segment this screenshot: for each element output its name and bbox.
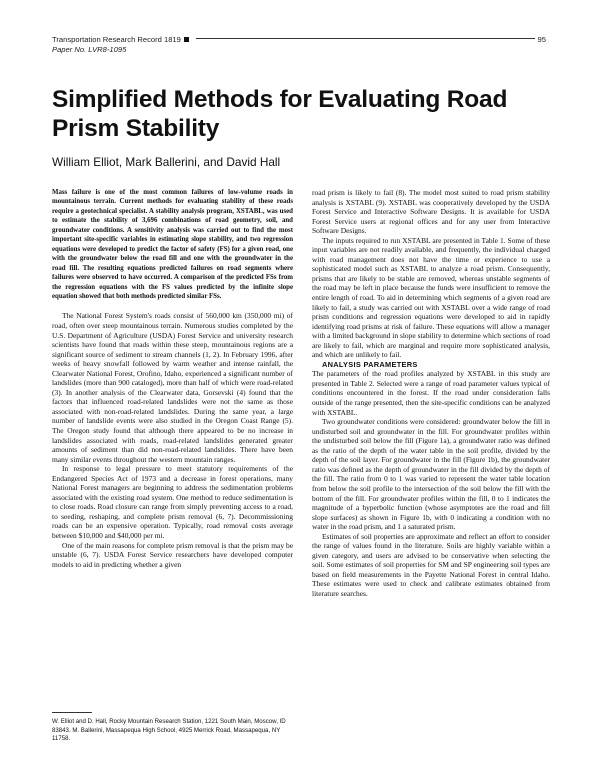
body-paragraph: road prism is likely to fail (8). The model most suited to road prism stability analysis is XSTABL (9). XSTABL was cooperatively developed by the USDA Forest Service and Interactive Software Designs. It is available for USDA Forest Service users at regional offices and for any user from Interactive Software Designs. bbox=[312, 188, 550, 236]
running-header bbox=[52, 35, 189, 54]
journal-name: Transportation Research Record 1819 bbox=[52, 35, 189, 45]
body-paragraph: The inputs required to run XSTABL are presented in Table 1. Some of these input variables are not readily available, and frequently, the individual charged with road management does not have the time or experience to use a sophisticated model such as XSTABL to analyze a road prism. Consequently, prisms that are likely to be stable are removed, whereas unstable segments of the road may be left in place because the funds were insufficient to remove the entire length of road. To aid in determining which segments of a given road are likely to fail, a study was carried out with XSTABL over a wide range of road prism conditions and regression equations were developed to aid in rapidly identifying road prisms at risk of failure. These equations will allow a manager with a limited background in slope stability to determine which sections of road are likely to fail, which are marginal and require more sophisticated analysis, and which are unlikely to fail. bbox=[312, 235, 550, 360]
left-column bbox=[52, 188, 293, 569]
paper-title: Simplified Methods for Evaluating Road Prism Stability bbox=[52, 86, 508, 142]
abstract: Mass failure is one of the most common failures of low-volume roads in mountainous terrain. Current methods for evaluating stability of these roads require a geotechnical specialist. A stability analysis program, XSTABL, was used to estimate the stability of 3,696 combinations of road geometry, soil, and groundwater conditions. A sensitivity analysis was carried out to find the most important site-specific variables in estimating slope stability, and two regression equations were developed to predict the factor of safety (FS) for a given road, one with the groundwater below the road fill and one with the groundwater in the road fill. The resulting equations predicted failures on road segments where failures were observed to have occurred. A comparison of the predicted FSs from the regression equations with the FS values predicted by the infinite slope equation showed that both methods predicted similar FSs. bbox=[52, 189, 293, 300]
paper-number: Paper No. LVR8-1095 bbox=[52, 44, 127, 54]
body-paragraph: The parameters of the road profiles analyzed by XSTABL in this study are presented in Table 2. Selected were a range of road parameter values typical of conditions encountered in the forest. If the road under consideration falls outside of the range presented, then the site-specific conditions can be analyzed with XSTABL. bbox=[312, 369, 550, 417]
header-rule bbox=[196, 38, 535, 39]
page-number: 95 bbox=[537, 35, 546, 44]
body-paragraph: One of the main reasons for complete prism removal is that the prism may be unstable (6, 7). USDA Forest Service researchers have developed computer models to aid in predicting whether a given bbox=[52, 540, 293, 569]
square-bullet-icon bbox=[184, 37, 189, 42]
footnote-rule bbox=[52, 712, 92, 713]
body-paragraph: The National Forest System's roads consist of 560,000 km (350,000 mi) of road, often over steep mountainous terrain. Numerous studies completed by the U.S. Department of Agriculture (USDA) Forest Service and university research scientists have found that roads within these steep, mountainous regions are a significant source of sediment to stream channels (1, 2). In February 1996, after weeks of heavy snowfall followed by warm weather and intense rainfall, the Clearwater National Forest, Orofino, Idaho, experienced a significant number of landslides (more than 900 cataloged), more than half of which were road-related (3). In another analysis of the Clearwater data, Gorsevski (4) found that the factors that influenced road-related landslides were not the same as those associated with non-road-related landslides. During the same year, a large number of landslide events were also studied in the Oregon Coast Range (5). The Oregon study found that although there appeared to be no increase in landslides associated with roads, road-related landslides generated greater amounts of sediment than did non-road-related landslides. There have been many similar events throughout the western mountain ranges. bbox=[52, 311, 293, 464]
right-column bbox=[312, 188, 550, 599]
section-heading: ANALYSIS PARAMETERS bbox=[322, 359, 418, 369]
author-affiliation-footnote: W. Elliot and D. Hall, Rocky Mountain Research Station, 1221 South Main, Moscow, ID 83843. M. Ballerini, Massapequa High School, 4925 Merrick Road, Massapequa, NY 11758. bbox=[52, 718, 286, 743]
author-list: William Elliot, Mark Ballerini, and David Hall bbox=[52, 155, 281, 169]
body-paragraph: In response to legal pressure to meet statutory requirements of the Endangered Species Act of 1973 and a decrease in forest operations, many National Forest managers are beginning to address the sedimentation problems associated with the existing road system. One method to reduce sedimentation is to close roads. Road closure can range from simply preventing access to a road, to seeding, reshaping, and complete prism removal (6, 7). Decommissioning roads can be an expensive operation. Typically, road removal costs average between $10,000 and $40,000 per mi. bbox=[52, 464, 293, 541]
body-paragraph: Estimates of soil properties are approximate and reflect an effort to consider the range of values found in the literature. Soils are highly variable within a given category, and users are advised to be conservative when selecting the soil. Some estimates of soil properties for SM and SP engineering soil types are based on field measurements in the Payette National Forest in central Idaho. These estimates were used to check and calibrate estimates obtained from literature searches. bbox=[312, 531, 550, 598]
body-paragraph: Two groundwater conditions were considered: groundwater below the fill in undisturbed soil and groundwater in the fill. For groundwater profiles within the undisturbed soil below the fill (Figure 1a), a groundwater ratio was defined as the ratio of the depth of the water table in the soil profile, divided by the depth of the soil layer. For groundwater in the fill (Figure 1b), the groundwater ratio was defined as the depth of groundwater in the fill divided by the depth of the fill. The ratio from 0 to 1 was varied to represent the water table location from below the soil profile to the intersection of the soil below the fill with the bottom of the fill. For groundwater profiles within the fill, 0 to 1 indicates the magnitude of a hyperbolic function (whose asymptotes are the road and fill slope surfaces) as shown in Figure 1b, with 0 indicating a condition with no water in the road prism, and 1 a saturated prism. bbox=[312, 417, 550, 532]
